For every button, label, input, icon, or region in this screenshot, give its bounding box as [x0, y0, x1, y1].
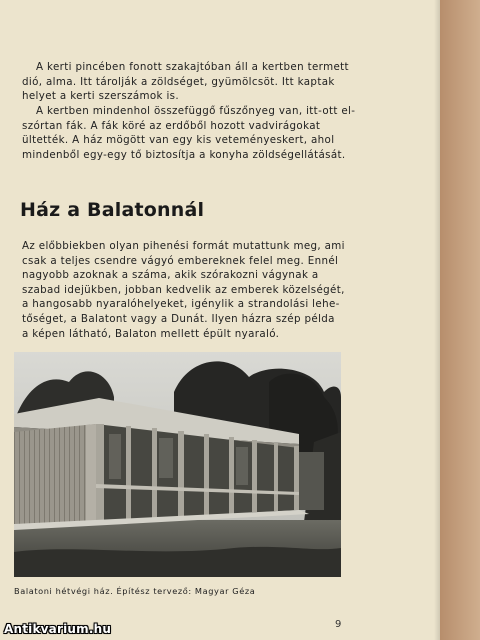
paragraph-cellar	[22, 60, 422, 104]
text-line: szabad idejükben, jobban kedvelik az emberek közelségét,	[22, 283, 345, 296]
photo-caption: Balatoni hétvégi ház. Építész tervező: Magyar Géza	[14, 586, 256, 596]
paragraph-balaton	[22, 239, 422, 341]
text-line: a képen látható, Balaton mellett épült nyaraló.	[22, 327, 280, 340]
text-line: mindenből egy-egy tő biztosítja a konyha zöldségellátását.	[22, 148, 346, 161]
next-page-edge	[440, 0, 480, 640]
text-line: dió, alma. Itt tárolják a zöldséget, gyümölcsöt. Itt kaptak	[22, 75, 335, 88]
page-number: 9	[335, 619, 342, 630]
house-photo	[14, 352, 341, 577]
text-line: A kerti pincében fonott szakajtóban áll a kertben termett	[36, 61, 349, 73]
text-line: szórtan fák. A fák köré az erdőből hozott vadvirágokat	[22, 119, 321, 132]
watermark-logo: Antikvarium.hu	[4, 622, 112, 636]
text-line: ültették. A ház mögött van egy kis veteményeskert, ahol	[22, 134, 335, 147]
text-line: tőséget, a Balatont vagy a Dunát. Ilyen házra szép példa	[22, 312, 335, 325]
text-line: a hangosabb nyaralóhelyeket, igénylik a strandolási lehe-	[22, 298, 340, 311]
paragraph-garden	[22, 104, 422, 162]
text-line: csak a teljes csendre vágyó embereknek felel meg. Ennél	[22, 254, 339, 267]
section-heading: Ház a Balatonnál	[20, 199, 205, 221]
text-line: nagyobb azoknak a száma, akik szórakozni vágynak a	[22, 269, 319, 282]
house-photo-drawing	[14, 352, 341, 577]
text-line: helyet a kerti szerszámok is.	[22, 90, 180, 103]
text-line: Az előbbiekben olyan pihenési formát mutattunk meg, ami	[22, 240, 345, 252]
text-line: A kertben mindenhol összefüggő fűszőnyeg van, itt-ott el-	[36, 105, 356, 117]
